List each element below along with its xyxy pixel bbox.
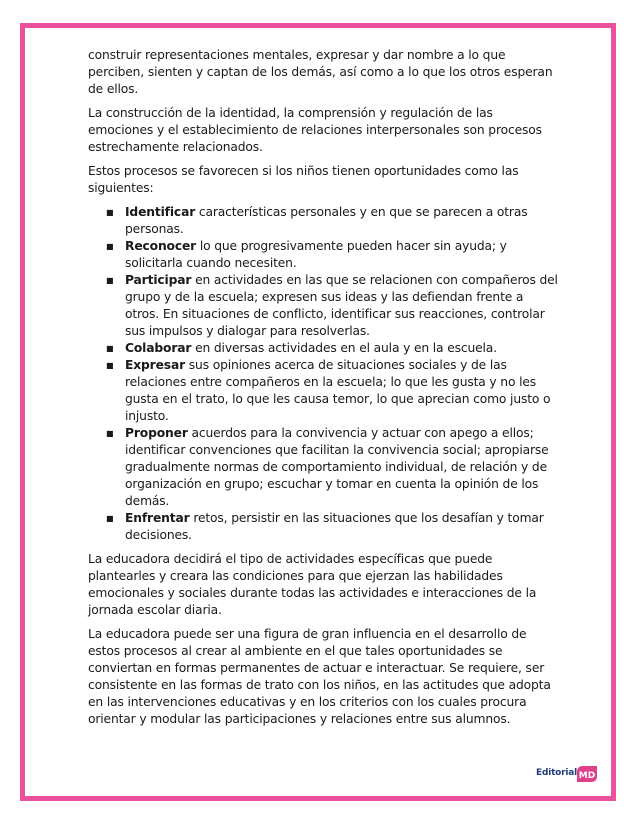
bullet-text: retos, persistir en las situaciones que los desafían y tomar decisiones. [125, 511, 544, 542]
list-item [88, 340, 558, 357]
bullet-icon: ■ [106, 514, 114, 523]
bullet-icon: ■ [106, 429, 114, 438]
bullet-text: en actividades en las que se relacionen con compañeros del grupo y de la escuela; expresen sus ideas y las defiendan frente a otros. En situaciones de conflicto, identificar sus reacciones, controlar sus impulsos y dialogar para resolverlas. [125, 273, 558, 338]
bullet-keyword: Enfrentar [125, 511, 190, 525]
bullet-icon: ■ [106, 361, 114, 370]
list-item [88, 510, 558, 544]
paragraph: La educadora puede ser una figura de gran influencia en el desarrollo de estos procesos al crear al ambiente en el que tales oportunidades se conviertan en formas permanentes de actuar e interactuar. Se requiere, ser consistente en las formas de trato con los niños, en las actitudes que adopta en las intervenciones educativas y en los criterios con los cuales procura orientar y modular las participaciones y relaciones entre sus alumnos. [88, 627, 551, 726]
bullet-keyword: Reconocer [125, 239, 197, 253]
bullet-keyword: Expresar [125, 358, 186, 372]
document-body [88, 47, 558, 735]
bullet-text: características personales y en que se parecen a otras personas. [125, 205, 528, 236]
bullet-icon: ■ [106, 276, 114, 285]
paragraph: Estos procesos se favorecen si los niños tienen oportunidades como las siguientes: [88, 164, 519, 195]
logo-mark-icon [575, 764, 599, 784]
bullet-list [88, 204, 558, 544]
paragraph: La educadora decidirá el tipo de actividades específicas que puede plantearles y creara las condiciones para que ejerzan las habilidades emocionales y sociales durante todas las actividades e interacciones de la jornada escolar diaria. [88, 552, 537, 617]
bullet-keyword: Identificar [125, 205, 196, 219]
publisher-logo [536, 764, 600, 784]
bullet-icon: ■ [106, 242, 114, 251]
svg-text:MD: MD [578, 771, 596, 781]
list-item [88, 272, 558, 340]
bullet-icon: ■ [106, 208, 114, 217]
bullet-keyword: Participar [125, 273, 192, 287]
bullet-text: sus opiniones acerca de situaciones sociales y de las relaciones entre compañeros en la escuela; lo que les gusta y no les gusta en el trato, lo que les causa temor, lo que aprecian como justo o injusto. [125, 358, 551, 423]
bullet-keyword: Proponer [125, 426, 188, 440]
list-item [88, 204, 558, 238]
bullet-text: acuerdos para la convivencia y actuar con apego a ellos; identificar convenciones que facilitan la convivencia social; apropiarse gradualmente normas de comportamiento individual, de relación y de organización en grupo; escuchar y tomar en cuenta la opinión de los demás. [125, 426, 549, 508]
paragraph: La construcción de la identidad, la comprensión y regulación de las emociones y el establecimiento de relaciones interpersonales son procesos estrechamente relacionados. [88, 106, 542, 154]
paragraph: construir representaciones mentales, expresar y dar nombre a lo que perciben, sienten y captan de los demás, así como a lo que los otros esperan de ellos. [88, 48, 553, 96]
list-item [88, 238, 558, 272]
logo-text: Editorial [536, 768, 578, 778]
bullet-icon: ■ [106, 344, 114, 353]
list-item [88, 425, 558, 510]
bullet-keyword: Colaborar [125, 341, 192, 355]
bullet-text: en diversas actividades en el aula y en la escuela. [191, 341, 497, 355]
list-item [88, 357, 558, 425]
bullet-text: lo que progresivamente pueden hacer sin ayuda; y solicitarla cuando necesiten. [125, 239, 507, 270]
